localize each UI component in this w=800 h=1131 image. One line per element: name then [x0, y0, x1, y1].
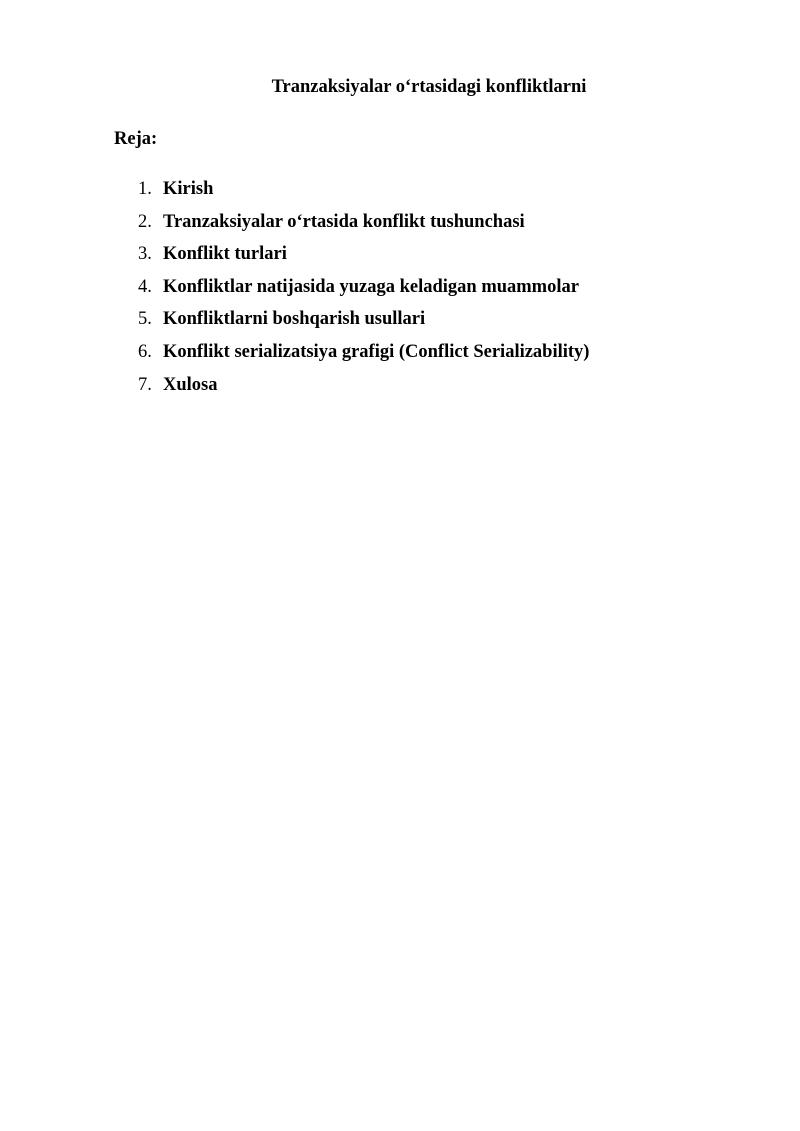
plan-item-text: Xulosa [163, 374, 218, 395]
plan-item-number: 4. [138, 276, 152, 297]
plan-item-text: Kirish [163, 179, 214, 199]
plan-item-number: 3. [138, 244, 152, 265]
plan-item-text: Tranzaksiyalar o‘rtasida konflikt tushunchasi [163, 211, 525, 232]
plan-item-number: 5. [138, 309, 152, 330]
plan-item-text: Konflikt serializatsiya grafigi (Conflict Serializability) [163, 341, 590, 362]
plan-item-number: 2. [138, 211, 152, 232]
plan-item-text: Konfliktlar natijasida yuzaga keladigan muammolar [163, 276, 579, 297]
plan-item-text: Konflikt turlari [163, 244, 287, 265]
plan-item-number: 6. [138, 341, 152, 362]
plan-heading: Reja: [114, 129, 158, 149]
document-title: Tranzaksiyalar o‘rtasidagi konfliktlarni [271, 77, 587, 97]
plan-item-number: 7. [138, 374, 152, 395]
plan-item-text: Konfliktlarni boshqarish usullari [163, 309, 426, 330]
plan-item-number: 1. [138, 179, 152, 199]
